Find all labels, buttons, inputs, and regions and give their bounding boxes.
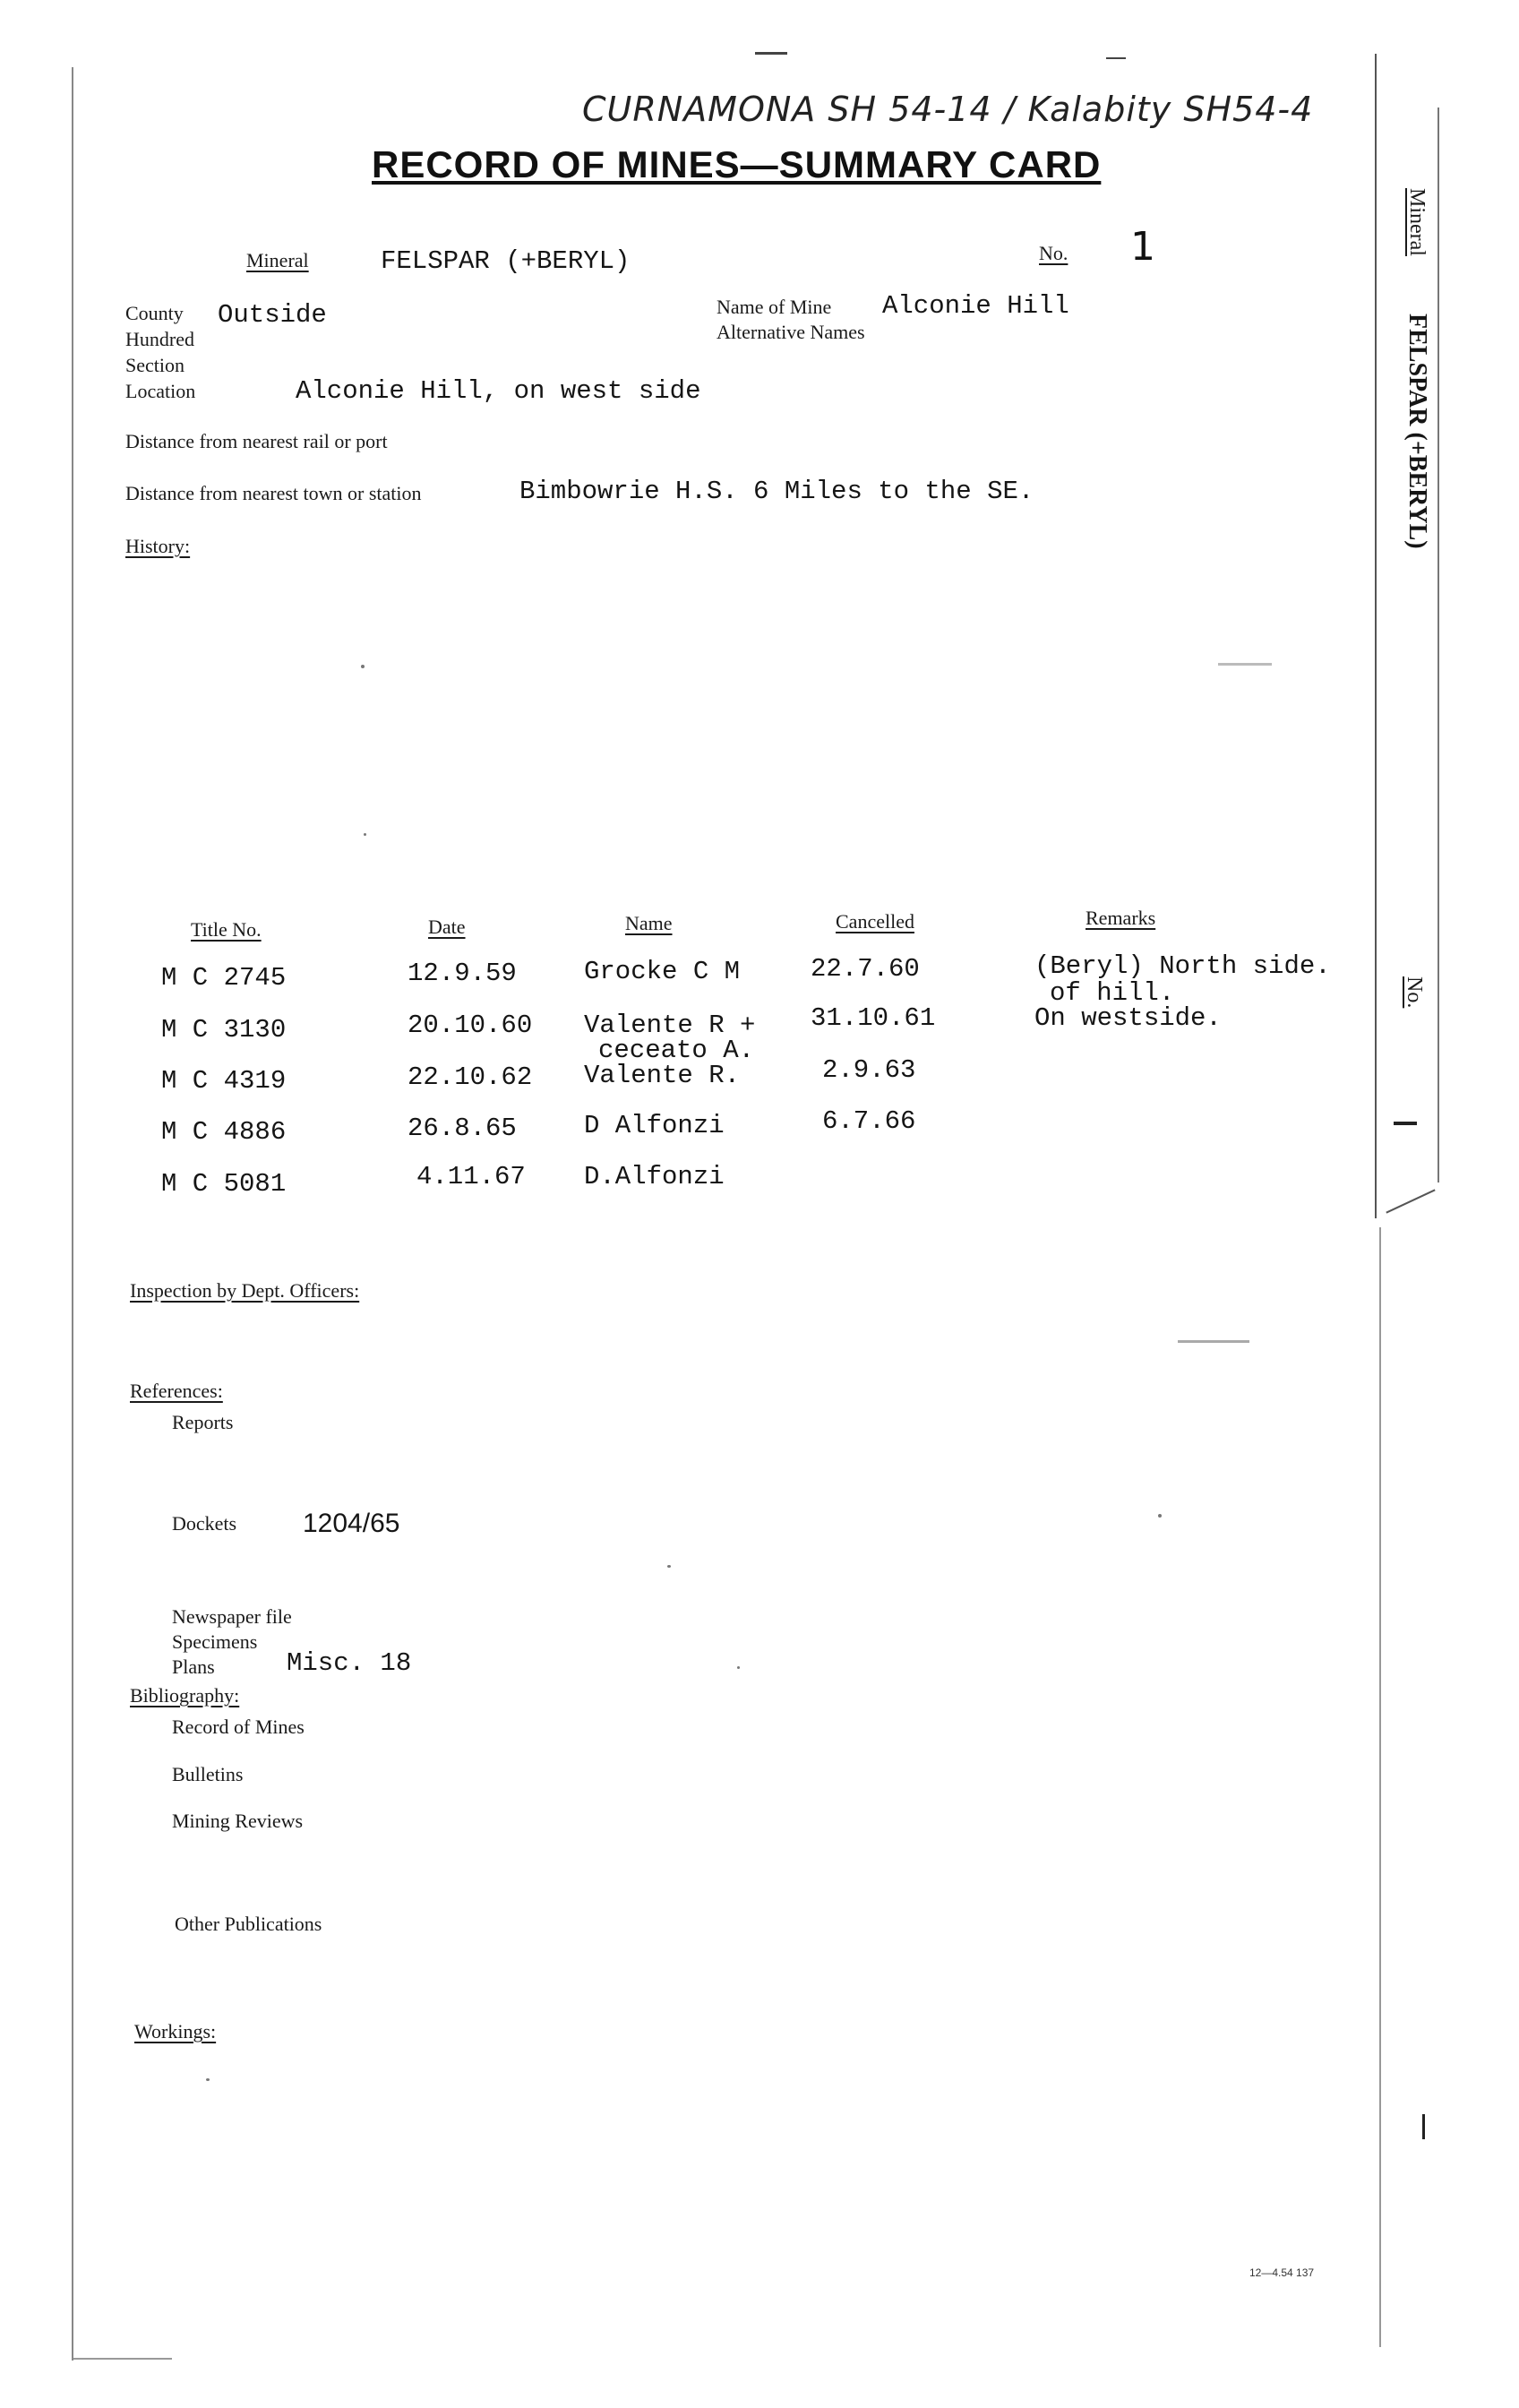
references-label: References: bbox=[130, 1380, 223, 1402]
row-remarks-line2: of hill. bbox=[1050, 978, 1175, 1008]
distance-town-value: Bimbowrie H.S. 6 Miles to the SE. bbox=[519, 477, 1034, 506]
number-label: No. bbox=[1039, 242, 1068, 264]
row-cancelled: 2.9.63 bbox=[822, 1055, 916, 1085]
row-name: D.Alfonzi bbox=[584, 1162, 725, 1191]
side-tab-no-label: No. bbox=[1403, 976, 1426, 1009]
scan-smudge bbox=[1178, 1340, 1249, 1343]
scan-speck bbox=[667, 1565, 671, 1568]
row-cancelled: 6.7.66 bbox=[822, 1106, 916, 1136]
distance-town-label: Distance from nearest town or station bbox=[125, 482, 422, 504]
side-tab-mineral-value: FELSPAR (+BERYL) bbox=[1403, 314, 1431, 549]
mine-name-label: Name of Mine bbox=[717, 296, 832, 318]
row-name: Valente R + bbox=[584, 1010, 756, 1040]
location-label: Location bbox=[125, 380, 196, 402]
page-title: RECORD OF MINES—SUMMARY CARD bbox=[372, 143, 1102, 185]
footer-code: 12—4.54 137 bbox=[1249, 2266, 1315, 2279]
row-remarks: (Beryl) North side. bbox=[1034, 951, 1331, 981]
side-tab-number-dash bbox=[1394, 1122, 1417, 1125]
record-of-mines-label: Record of Mines bbox=[172, 1716, 305, 1738]
dockets-value: 1204/65 bbox=[303, 1509, 400, 1538]
card-left-edge bbox=[72, 67, 73, 2361]
row-title-no: M C 4319 bbox=[161, 1066, 287, 1096]
bibliography-label: Bibliography: bbox=[130, 1684, 240, 1707]
col-header-name: Name bbox=[625, 912, 673, 934]
row-title-no: M C 4886 bbox=[161, 1117, 287, 1147]
row-title-no: M C 3130 bbox=[161, 1015, 287, 1045]
location-value: Alconie Hill, on west side bbox=[296, 376, 701, 406]
col-header-date: Date bbox=[428, 916, 466, 938]
col-header-title-no: Title No. bbox=[191, 918, 262, 941]
mining-reviews-label: Mining Reviews bbox=[172, 1810, 304, 1832]
side-tab-mineral-label: Mineral bbox=[1405, 188, 1429, 256]
side-tab-lower-edge bbox=[1379, 1227, 1381, 2347]
row-name: Valente R. bbox=[584, 1061, 741, 1090]
row-cancelled: 31.10.61 bbox=[811, 1003, 936, 1033]
scan-speck bbox=[364, 833, 366, 836]
dockets-label: Dockets bbox=[172, 1512, 237, 1535]
top-mark-1 bbox=[755, 52, 787, 55]
row-cancelled: 22.7.60 bbox=[811, 954, 920, 984]
row-date: 22.10.62 bbox=[408, 1062, 533, 1092]
section-label: Section bbox=[125, 354, 185, 376]
mine-name-value: Alconie Hill bbox=[882, 291, 1069, 321]
bottom-edge bbox=[73, 2358, 172, 2360]
scan-mark bbox=[1422, 2114, 1425, 2139]
row-name-line2: ceceato A. bbox=[598, 1036, 755, 1065]
county-label: County bbox=[125, 302, 184, 324]
plans-value: Misc. 18 bbox=[287, 1648, 412, 1678]
other-publications-label: Other Publications bbox=[175, 1913, 322, 1935]
side-tab-fold bbox=[1386, 1189, 1435, 1213]
reports-label: Reports bbox=[172, 1411, 234, 1433]
hundred-label: Hundred bbox=[125, 328, 194, 350]
row-title-no: M C 5081 bbox=[161, 1169, 287, 1199]
history-label: History: bbox=[125, 535, 191, 557]
workings-label: Workings: bbox=[134, 2020, 217, 2042]
row-name: D Alfonzi bbox=[584, 1111, 725, 1140]
newspaper-file-label: Newspaper file bbox=[172, 1605, 292, 1628]
scan-speck bbox=[361, 665, 365, 668]
distance-rail-label: Distance from nearest rail or port bbox=[125, 430, 388, 452]
mineral-label: Mineral bbox=[246, 249, 309, 271]
card-right-edge bbox=[1375, 54, 1377, 1218]
row-name: Grocke C M bbox=[584, 957, 741, 986]
row-title-no: M C 2745 bbox=[161, 963, 287, 993]
specimens-label: Specimens bbox=[172, 1630, 258, 1653]
alternative-names-label: Alternative Names bbox=[717, 321, 865, 343]
number-value: 1 bbox=[1130, 224, 1155, 270]
handwritten-header: CURNAMONA SH 54-14 / Kalabity SH54-4 bbox=[582, 90, 1314, 129]
row-date: 4.11.67 bbox=[416, 1162, 526, 1191]
side-tab-right-edge bbox=[1437, 108, 1439, 1182]
col-header-cancelled: Cancelled bbox=[836, 910, 914, 933]
col-header-remarks: Remarks bbox=[1086, 907, 1156, 929]
row-remarks: On westside. bbox=[1034, 1003, 1222, 1033]
county-value: Outside bbox=[218, 300, 327, 330]
top-mark-2 bbox=[1106, 57, 1126, 59]
scan-speck bbox=[737, 1666, 740, 1669]
row-date: 20.10.60 bbox=[408, 1010, 533, 1040]
bulletins-label: Bulletins bbox=[172, 1763, 244, 1785]
mineral-value: FELSPAR (+BERYL) bbox=[381, 246, 631, 276]
scan-speck bbox=[206, 2078, 210, 2081]
inspection-label: Inspection by Dept. Officers: bbox=[130, 1279, 360, 1302]
scan-smudge bbox=[1218, 663, 1272, 666]
scan-speck bbox=[1158, 1514, 1162, 1518]
plans-label: Plans bbox=[172, 1656, 215, 1678]
row-date: 12.9.59 bbox=[408, 959, 517, 988]
row-date: 26.8.65 bbox=[408, 1114, 517, 1143]
